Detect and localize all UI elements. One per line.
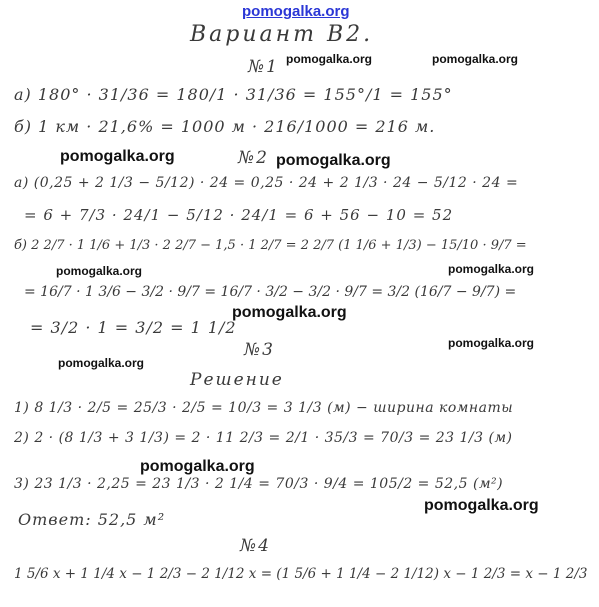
task-2b-line-1: б) 2 2/7 · 1 1/6 + 1/3 · 2 2/7 − 1,5 · 1 2/7 = 2 2/7 (1 1/6 + 1/3) − 15/10 · 9/7 = bbox=[14, 238, 527, 253]
watermark: pomogalka.org bbox=[140, 458, 255, 475]
watermark: pomogalka.org bbox=[286, 52, 373, 66]
task-1a-line: а) 180° · 31/36 = 180/1 · 31/36 = 155°/1 = 155° bbox=[14, 85, 453, 104]
task-3-step-1: 1) 8 1/3 · 2/5 = 25/3 · 2/5 = 10/3 = 3 1/3 (м) − ширина комнаты bbox=[14, 400, 514, 416]
watermark: pomogalka.org bbox=[448, 336, 535, 350]
watermark: pomogalka.org bbox=[60, 148, 175, 165]
task-2a-line-1: а) (0,25 + 2 1/3 − 5/12) · 24 = 0,25 · 24 + 2 1/3 · 24 − 5/12 · 24 = bbox=[14, 175, 519, 191]
watermark: pomogalka.org bbox=[432, 52, 519, 66]
watermark: pomogalka.org bbox=[56, 264, 143, 278]
task-2b-line-3: = 3/2 · 1 = 3/2 = 1 1/2 bbox=[30, 318, 237, 337]
task-3-solution-label: Решение bbox=[190, 370, 284, 390]
task-2a-line-2: = 6 + 7/3 · 24/1 − 5/12 · 24/1 = 6 + 56 − 10 = 52 bbox=[24, 206, 454, 224]
task-2b-line-2: = 16/7 · 1 3/6 − 3/2 · 9/7 = 16/7 · 3/2 − 3/2 · 9/7 = 3/2 (16/7 − 9/7) = bbox=[24, 284, 517, 300]
task-4-line: 1 5/6 x + 1 1/4 x − 1 2/3 − 2 1/12 x = (1 5/6 + 1 1/4 − 2 1/12) x − 1 2/3 = x − 1 2/3 bbox=[14, 566, 588, 582]
task-3-step-3: 3) 23 1/3 · 2,25 = 23 1/3 · 2 1/4 = 70/3 · 9/4 = 105/2 = 52,5 (м²) bbox=[14, 476, 504, 492]
watermark: pomogalka.org bbox=[58, 356, 145, 370]
task-1b-line: б) 1 км · 21,6% = 1000 м · 216/1000 = 216 м. bbox=[14, 117, 436, 136]
watermark: pomogalka.org bbox=[424, 497, 539, 514]
variant-title: Вариант В2. bbox=[190, 22, 374, 47]
task-3-step-2: 2) 2 · (8 1/3 + 3 1/3) = 2 · 11 2/3 = 2/1 · 35/3 = 70/3 = 23 1/3 (м) bbox=[14, 430, 513, 446]
watermark: pomogalka.org bbox=[232, 304, 347, 321]
task-1-heading: №1 bbox=[248, 57, 279, 77]
watermark: pomogalka.org bbox=[276, 152, 391, 169]
watermark-top: pomogalka.org bbox=[242, 3, 350, 20]
task-3-heading: №3 bbox=[244, 340, 275, 360]
task-4-heading: №4 bbox=[240, 536, 271, 556]
task-2-heading: №2 bbox=[238, 148, 269, 168]
watermark: pomogalka.org bbox=[448, 262, 535, 276]
task-3-answer: Ответ: 52,5 м² bbox=[18, 510, 166, 529]
